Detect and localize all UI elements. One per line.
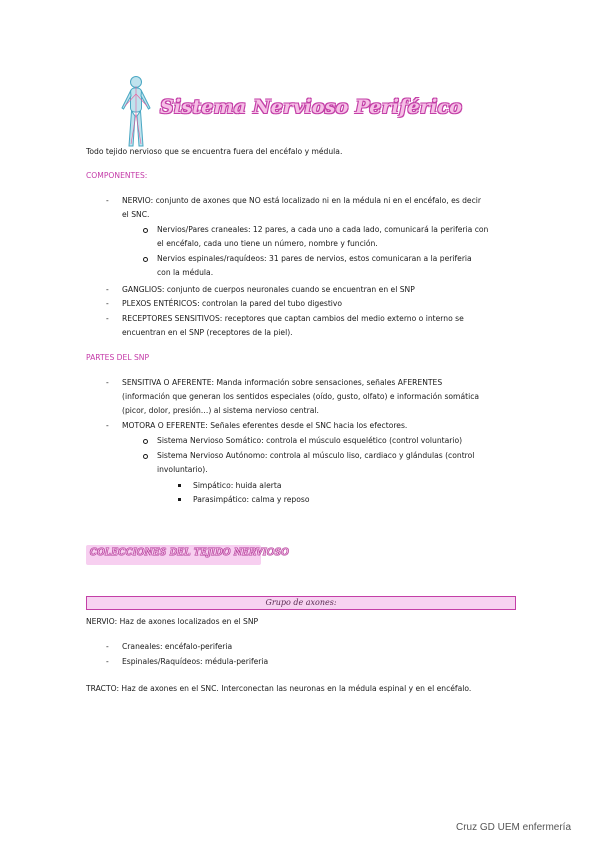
- col-nervio-text: NERVIO: Haz de axones localizados en el SNP: [86, 617, 259, 626]
- partes-heading: PARTES DEL SNP: [86, 353, 150, 362]
- circle-bullet-icon: [143, 228, 148, 233]
- tracto-text: TRACTO: Haz de axones en el SNC. Interconectan las neuronas en la médula espinal y en el encéfalo.: [86, 684, 472, 693]
- intro-text: Todo tejido nervioso que se encuentra fuera del encéfalo y médula.: [86, 147, 343, 156]
- autonomo-line-1: Sistema Nervioso Autónomo: controla al músculo liso, cardiaco y glándulas (control: [157, 451, 475, 460]
- craneales-line-1: Nervios/Pares craneales: 12 pares, a cada uno a cada lado, comunicará la periferia con: [157, 225, 489, 234]
- receptores-line-1: RECEPTORES SENSITIVOS: receptores que captan cambios del medio externo o interno se: [122, 314, 464, 323]
- list-dash: -: [106, 642, 109, 651]
- list-dash: -: [106, 657, 109, 666]
- sensitiva-line-1: SENSITIVA O AFERENTE: Manda información sobre sensaciones, señales AFERENTES: [122, 378, 443, 387]
- ganglios-text: GANGLIOS: conjunto de cuerpos neuronales cuando se encuentran en el SNP: [122, 285, 415, 294]
- motora-text: MOTORA O EFERENTE: Señales eferentes desde el SNC hacia los efectores.: [122, 421, 408, 430]
- list-dash: -: [106, 421, 109, 430]
- group-heading: Grupo de axones:: [265, 598, 337, 607]
- list-dash: -: [106, 378, 109, 387]
- list-dash: -: [106, 299, 109, 308]
- craneales-line-2: el encéfalo, cada uno tiene un número, nombre y función.: [157, 239, 378, 248]
- square-bullet-icon: [178, 498, 181, 501]
- page-title: Sistema Nervioso Periférico: [160, 96, 463, 118]
- footer-watermark: Cruz GD UEM enfermería: [456, 822, 572, 833]
- circle-bullet-icon: [143, 257, 148, 262]
- circle-bullet-icon: [143, 439, 148, 444]
- colecciones-heading-box: [86, 545, 290, 565]
- autonomo-line-2: involuntario).: [157, 465, 208, 474]
- espinales-line-2: con la médula.: [157, 268, 214, 277]
- nervous-system-figure-icon: [116, 74, 156, 150]
- simpatico-text: Simpático: huida alerta: [193, 481, 282, 490]
- sensitiva-line-3: (picor, dolor, presión…) al sistema nervioso central.: [122, 406, 319, 415]
- nervio-line-1: NERVIO: conjunto de axones que NO está localizado ni en la médula ni en el encéfalo, es decir: [122, 196, 482, 205]
- nervio-line-2: el SNC.: [122, 210, 150, 219]
- plexos-text: PLEXOS ENTÉRICOS: controlan la pared del tubo digestivo: [122, 299, 343, 308]
- list-dash: -: [106, 285, 109, 294]
- list-dash: -: [106, 314, 109, 323]
- parasimpatico-text: Parasimpático: calma y reposo: [193, 495, 310, 504]
- circle-bullet-icon: [143, 454, 148, 459]
- group-heading-box: [86, 596, 516, 610]
- colecciones-heading: COLECCIONES DEL TEJIDO NERVIOSO: [90, 548, 290, 558]
- col-craneales-text: Craneales: encéfalo-periferia: [122, 642, 233, 651]
- espinales-line-1: Nervios espinales/raquídeos: 31 pares de nervios, estos comunicaran a la periferia: [157, 254, 472, 263]
- somatico-text: Sistema Nervioso Somático: controla el músculo esquelético (control voluntario): [157, 436, 463, 445]
- square-bullet-icon: [178, 484, 181, 487]
- col-espinales-text: Espinales/Raquídeos: médula-periferia: [122, 657, 269, 666]
- componentes-heading: COMPONENTES:: [86, 171, 148, 180]
- receptores-line-2: encuentran en el SNP (receptores de la piel).: [122, 328, 293, 337]
- sensitiva-line-2: (información que generan los sentidos especiales (oído, gusto, olfato) e información somática: [122, 392, 480, 401]
- list-dash: -: [106, 196, 109, 205]
